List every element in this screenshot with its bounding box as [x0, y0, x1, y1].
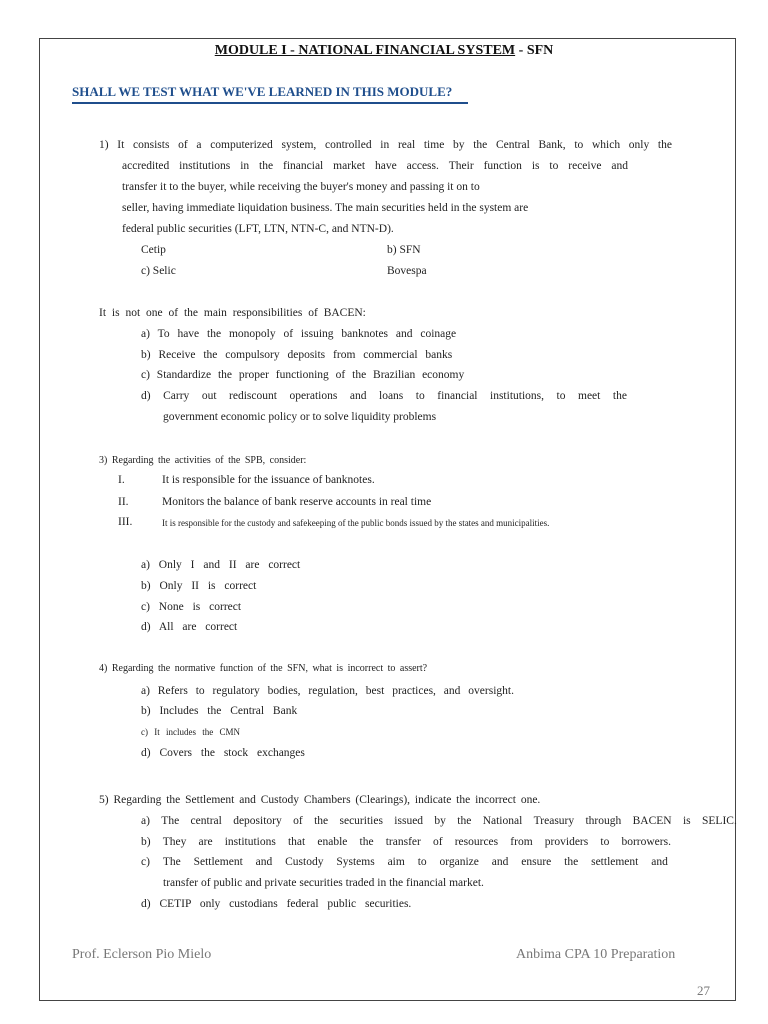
q3-item-text-2: Monitors the balance of bank reserve accounts in real time [162, 496, 432, 508]
q1-option-a: Cetip [141, 244, 166, 256]
q2-option-d-line-1: d) Carry out rediscount operations and loans to financial institutions, to meet the [141, 390, 627, 402]
q4-option-c: c) It includes the CMN [141, 727, 240, 737]
q3-option-b: b) Only II is correct [141, 580, 257, 592]
q1-option-b: b) SFN [387, 244, 421, 256]
q3-item-text-3: It is responsible for the custody and safekeeping of the public bonds issued by the states and municipalities. [162, 518, 550, 528]
q2-option-a: a) To have the monopoly of issuing banknotes and coinage [141, 328, 457, 340]
module-title: MODULE I - NATIONAL FINANCIAL SYSTEM [214, 43, 516, 58]
q3-item-text-1: It is responsible for the issuance of banknotes. [162, 474, 375, 486]
q5-option-d: d) CETIP only custodians federal public securities. [141, 898, 412, 910]
q3-item-num-2: II. [118, 496, 129, 508]
q1-line-1: 1) It consists of a computerized system, controlled in real time by the Central Bank, to which only the [99, 139, 672, 151]
page-title [0, 43, 768, 59]
subtitle-underline [72, 102, 468, 104]
q3-item-num-3: III. [118, 516, 133, 528]
footer-author: Prof. Eclerson Pio Mielo [72, 947, 212, 962]
q5-option-b: b) They are institutions that enable the transfer of resources from providers to borrowers. [141, 836, 671, 848]
q4-option-d: d) Covers the stock exchanges [141, 747, 305, 759]
q4-stem: 4) Regarding the normative function of the SFN, what is incorrect to assert? [99, 663, 428, 674]
q3-option-c: c) None is correct [141, 601, 242, 613]
q4-option-a: a) Refers to regulatory bodies, regulation, best practices, and oversight. [141, 685, 514, 697]
q2-option-b: b) Receive the compulsory deposits from commercial banks [141, 349, 453, 361]
q3-item-num-1: I. [118, 474, 125, 486]
q3-option-a: a) Only I and II are correct [141, 559, 301, 571]
q5-option-c-line-2: transfer of public and private securities traded in the financial market. [163, 877, 484, 889]
q1-line-2: accredited institutions in the financial market have access. Their function is to receive and [122, 160, 628, 172]
q3-option-d: d) All are correct [141, 621, 238, 633]
q5-stem: 5) Regarding the Settlement and Custody Chambers (Clearings), indicate the incorrect one. [99, 794, 541, 806]
footer-course: Anbima CPA 10 Preparation [516, 947, 676, 962]
q5-option-a: a) The central depository of the securities issued by the National Treasury through BACEN is SELIC. [141, 815, 737, 827]
q2-option-c: c) Standardize the proper functioning of the Brazilian economy [141, 369, 465, 381]
page-number: 27 [697, 983, 710, 998]
q2-stem: It is not one of the main responsibilities of BACEN: [99, 307, 366, 319]
q1-option-c: c) Selic [141, 265, 176, 277]
q1-line-4: seller, having immediate liquidation business. The main securities held in the system are [122, 202, 529, 214]
q1-line-5: federal public securities (LFT, LTN, NTN-C, and NTN-D). [122, 223, 394, 235]
q4-option-b: b) Includes the Central Bank [141, 705, 298, 717]
q1-line-3: transfer it to the buyer, while receiving the buyer's money and passing it on to [122, 181, 480, 193]
q3-stem: 3) Regarding the activities of the SPB, consider: [99, 455, 307, 466]
module-abbrev: SFN [526, 43, 554, 58]
section-subtitle: SHALL WE TEST WHAT WE'VE LEARNED IN THIS MODULE? [72, 84, 453, 99]
q5-option-c-line-1: c) The Settlement and Custody Systems aim to organize and ensure the settlement and [141, 856, 668, 868]
q2-option-d-line-2: government economic policy or to solve liquidity problems [163, 411, 437, 423]
title-separator: - [515, 43, 527, 58]
q1-option-d: Bovespa [387, 265, 427, 277]
